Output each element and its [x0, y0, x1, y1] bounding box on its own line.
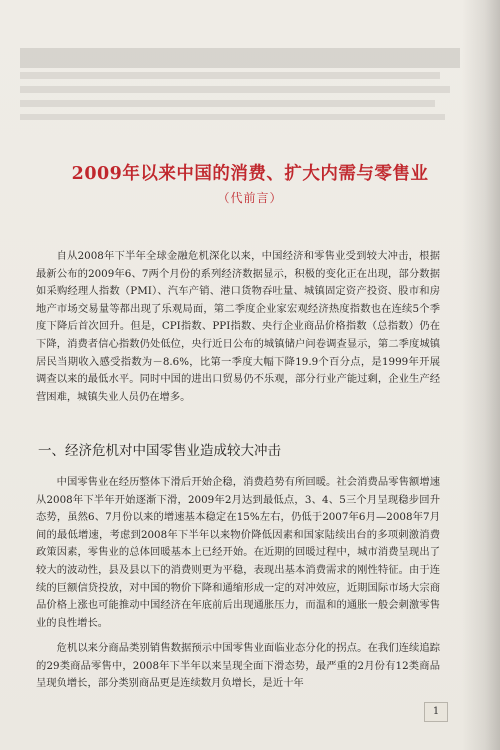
- binding-shadow: [462, 0, 500, 750]
- page-number: 1: [424, 702, 448, 722]
- page-title: 2009年以来中国的消费、扩大内需与零售业: [71, 164, 429, 184]
- section-heading: 一、经济危机对中国零售业造成较大冲击: [38, 443, 281, 459]
- paragraph-intro: 自从2008年下半年全球金融危机深化以来，中国经济和零售业受到较大冲击，根据最新公布的2009年6、7两个月份的系列经济数据显示，积极的变化正在出现，部分数据如采购经理人指数（PMI）、汽车产销、港口货物吞吐量、城镇固定资产投资、股市和房地产市场交易量等都出现了乐观局面，第二季度企业家宏观经济热度指数也在连续5个季度下降后首次回升。但是，CPI指数、PPI指数、央行企业商品价格指数（总指数）仍在下降，消费者信心指数仍处低位，央行近日公布的城镇储户问卷调查显示，第二季度城镇居民当期收入感受指数为－8.6%，比第一季度大幅下降19.9个百分点，是1999年开展调查以来的最低水平。同时中国的进出口贸易仍不乐观，部分行业产能过剩，企业生产经营困难，城镇失业人员仍在增多。: [36, 250, 440, 403]
- paragraph-category-sales: 危机以来分商品类别销售数据预示中国零售业面临业态分化的拐点。在我们连续追踪的29类商品零售中，2008年下半年以来呈现全面下滑态势，最严重的2月份有12类商品呈现负增长，部分类别商品更是连续数月负增长，是近十年: [36, 642, 440, 690]
- page-subtitle: （代前言）: [217, 191, 283, 205]
- paragraph-retail-trend: 中国零售业在经历整体下滑后开始企稳，消费趋势有所回暖。社会消费品零售额增速从2008年下半年开始逐渐下滑，2009年2月达到最低点，3、4、5三个月呈现稳步回升态势，虽然6、7月份以来的增速基本稳定在15%左右，仍低于2007年6月—2008年7月间的最低增速，考虑到2008年下半年以来物价降低因素和国家陆续出台的多项刺激消费政策因素，零售业的总体回暖基本上已经开始。在近期的回暖过程中，城市消费呈现出了较大的波动性，县及县以下的消费则更为平稳，表现出基本消费需求的刚性特征。由于连续的巨额信贷投放，对中国的物价下降和通缩形成一定的对冲效应，近期国际市场大宗商品价格上涨也可能推动中国经济在年底前后出现通胀压力，而温和的通胀一般会刺激零售业的良性增长。: [36, 476, 440, 629]
- reverse-page-bleed-through: [20, 10, 475, 120]
